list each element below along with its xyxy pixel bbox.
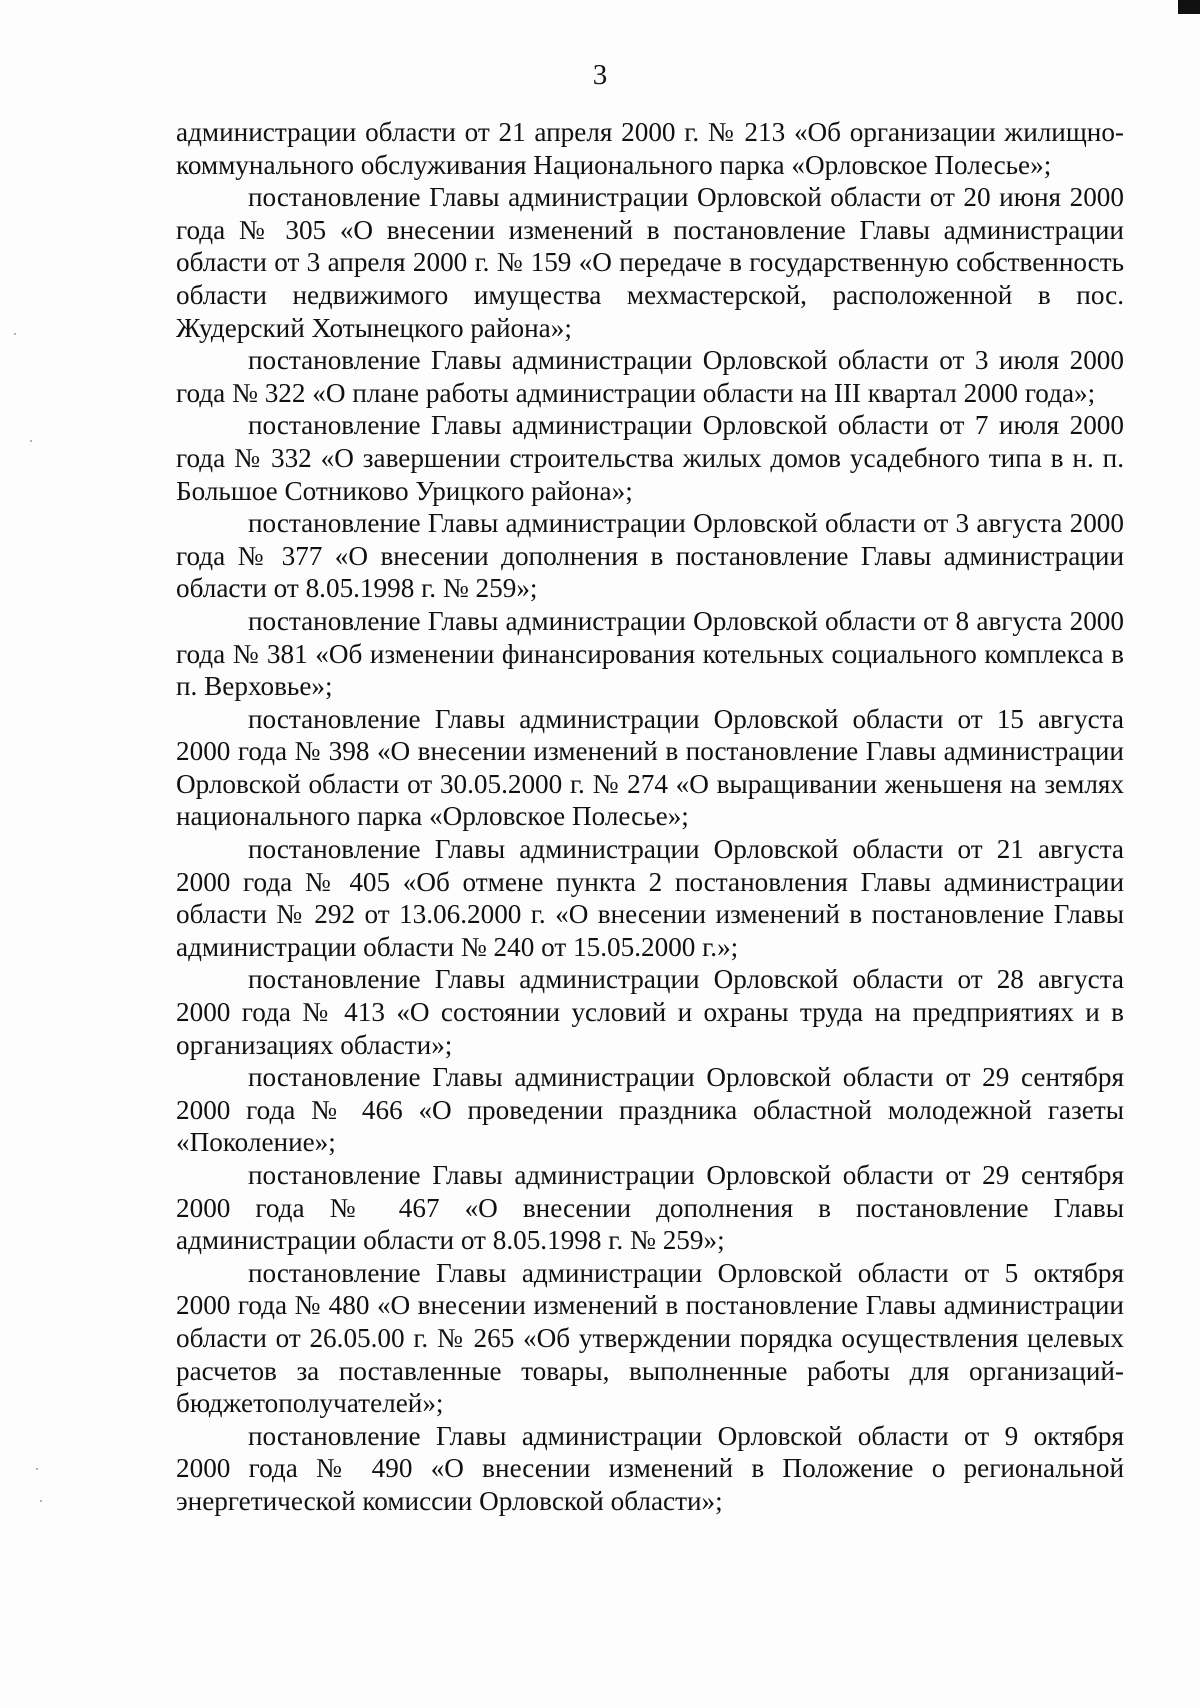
document-body [176,116,1124,1518]
resolution-paragraph: постановление Главы администрации Орловской области от 8 августа 2000 года № 381 «Об изменении финансирования котельных социального комплекса в п. Верховье»; [176,605,1124,702]
scan-speck [36,1468,38,1470]
resolution-paragraph: постановление Главы администрации Орловской области от 28 августа 2000 года № 413 «О состоянии условий и охраны труда на предприятиях и в организациях области»; [176,964,1124,1060]
resolution-paragraph: постановление Главы администрации Орловской области от 7 июля 2000 года № 332 «О завершении строительства жилых домов усадебного типа в н. п. Большое Сотниково Урицкого района»; [176,410,1124,506]
scan-speck [40,1500,42,1502]
resolution-paragraph: постановление Главы администрации Орловской области от 15 августа 2000 года № 398 «О внесении изменений в постановление Главы администрации Орловской области от 30.05.2000 г. № 274 «О выращивании женьшеня на землях национального парка «Орловское Полесье»; [176,703,1124,832]
resolution-paragraph: постановление Главы администрации Орловской области от 29 сентября 2000 года № 467 «О внесении дополнения в постановление Главы администрации области от 8.05.1998 г. № 259»; [176,1160,1124,1256]
resolution-paragraph: постановление Главы администрации Орловской области от 29 сентября 2000 года № 466 «О проведении праздника областной молодежной газеты «Поколение»; [176,1062,1124,1158]
resolution-paragraph: постановление Главы администрации Орловской области от 3 июля 2000 года № 322 «О плане работы администрации области на III квартал 2000 года»; [176,345,1124,408]
page-number: 3 [592,59,608,91]
resolution-paragraph: постановление Главы администрации Орловской области от 20 июня 2000 года № 305 «О внесении изменений в постановление Главы администрации области от 3 апреля 2000 г. № 159 «О передаче в государственную собственность области недвижимого имущества мехмастерской, расположенной в пос. Жудерский Хотынецкого района»; [176,182,1124,343]
scan-corner-mark [1178,0,1200,14]
resolution-paragraph: постановление Главы администрации Орловской области от 9 октября 2000 года № 490 «О внесении изменений в Положение о региональной энергетической комиссии Орловской области»; [176,1420,1124,1516]
resolution-paragraph: постановление Главы администрации Орловской области от 3 августа 2000 года № 377 «О внесении дополнения в постановление Главы администрации области от 8.05.1998 г. № 259»; [176,508,1124,604]
scan-speck [30,440,32,442]
scan-speck [14,333,16,335]
paragraph-continuation: администрации области от 21 апреля 2000 г. № 213 «Об организации жилищно-коммунального обслуживания Национального парка «Орловское Полесье»; [176,117,1124,180]
resolution-paragraph: постановление Главы администрации Орловской области от 5 октября 2000 года № 480 «О внесении изменений в постановление Главы администрации области от 26.05.00 г. № 265 «Об утверждении порядка осуществления целевых расчетов за поставленные товары, выполненные работы для организаций-бюджетополучателей»; [176,1257,1124,1419]
resolution-paragraph: постановление Главы администрации Орловской области от 21 августа 2000 года № 405 «Об отмене пункта 2 постановления Главы администрации области № 292 от 13.06.2000 г. «О внесении изменений в постановление Главы администрации области № 240 от 15.05.2000 г.»; [176,834,1124,962]
